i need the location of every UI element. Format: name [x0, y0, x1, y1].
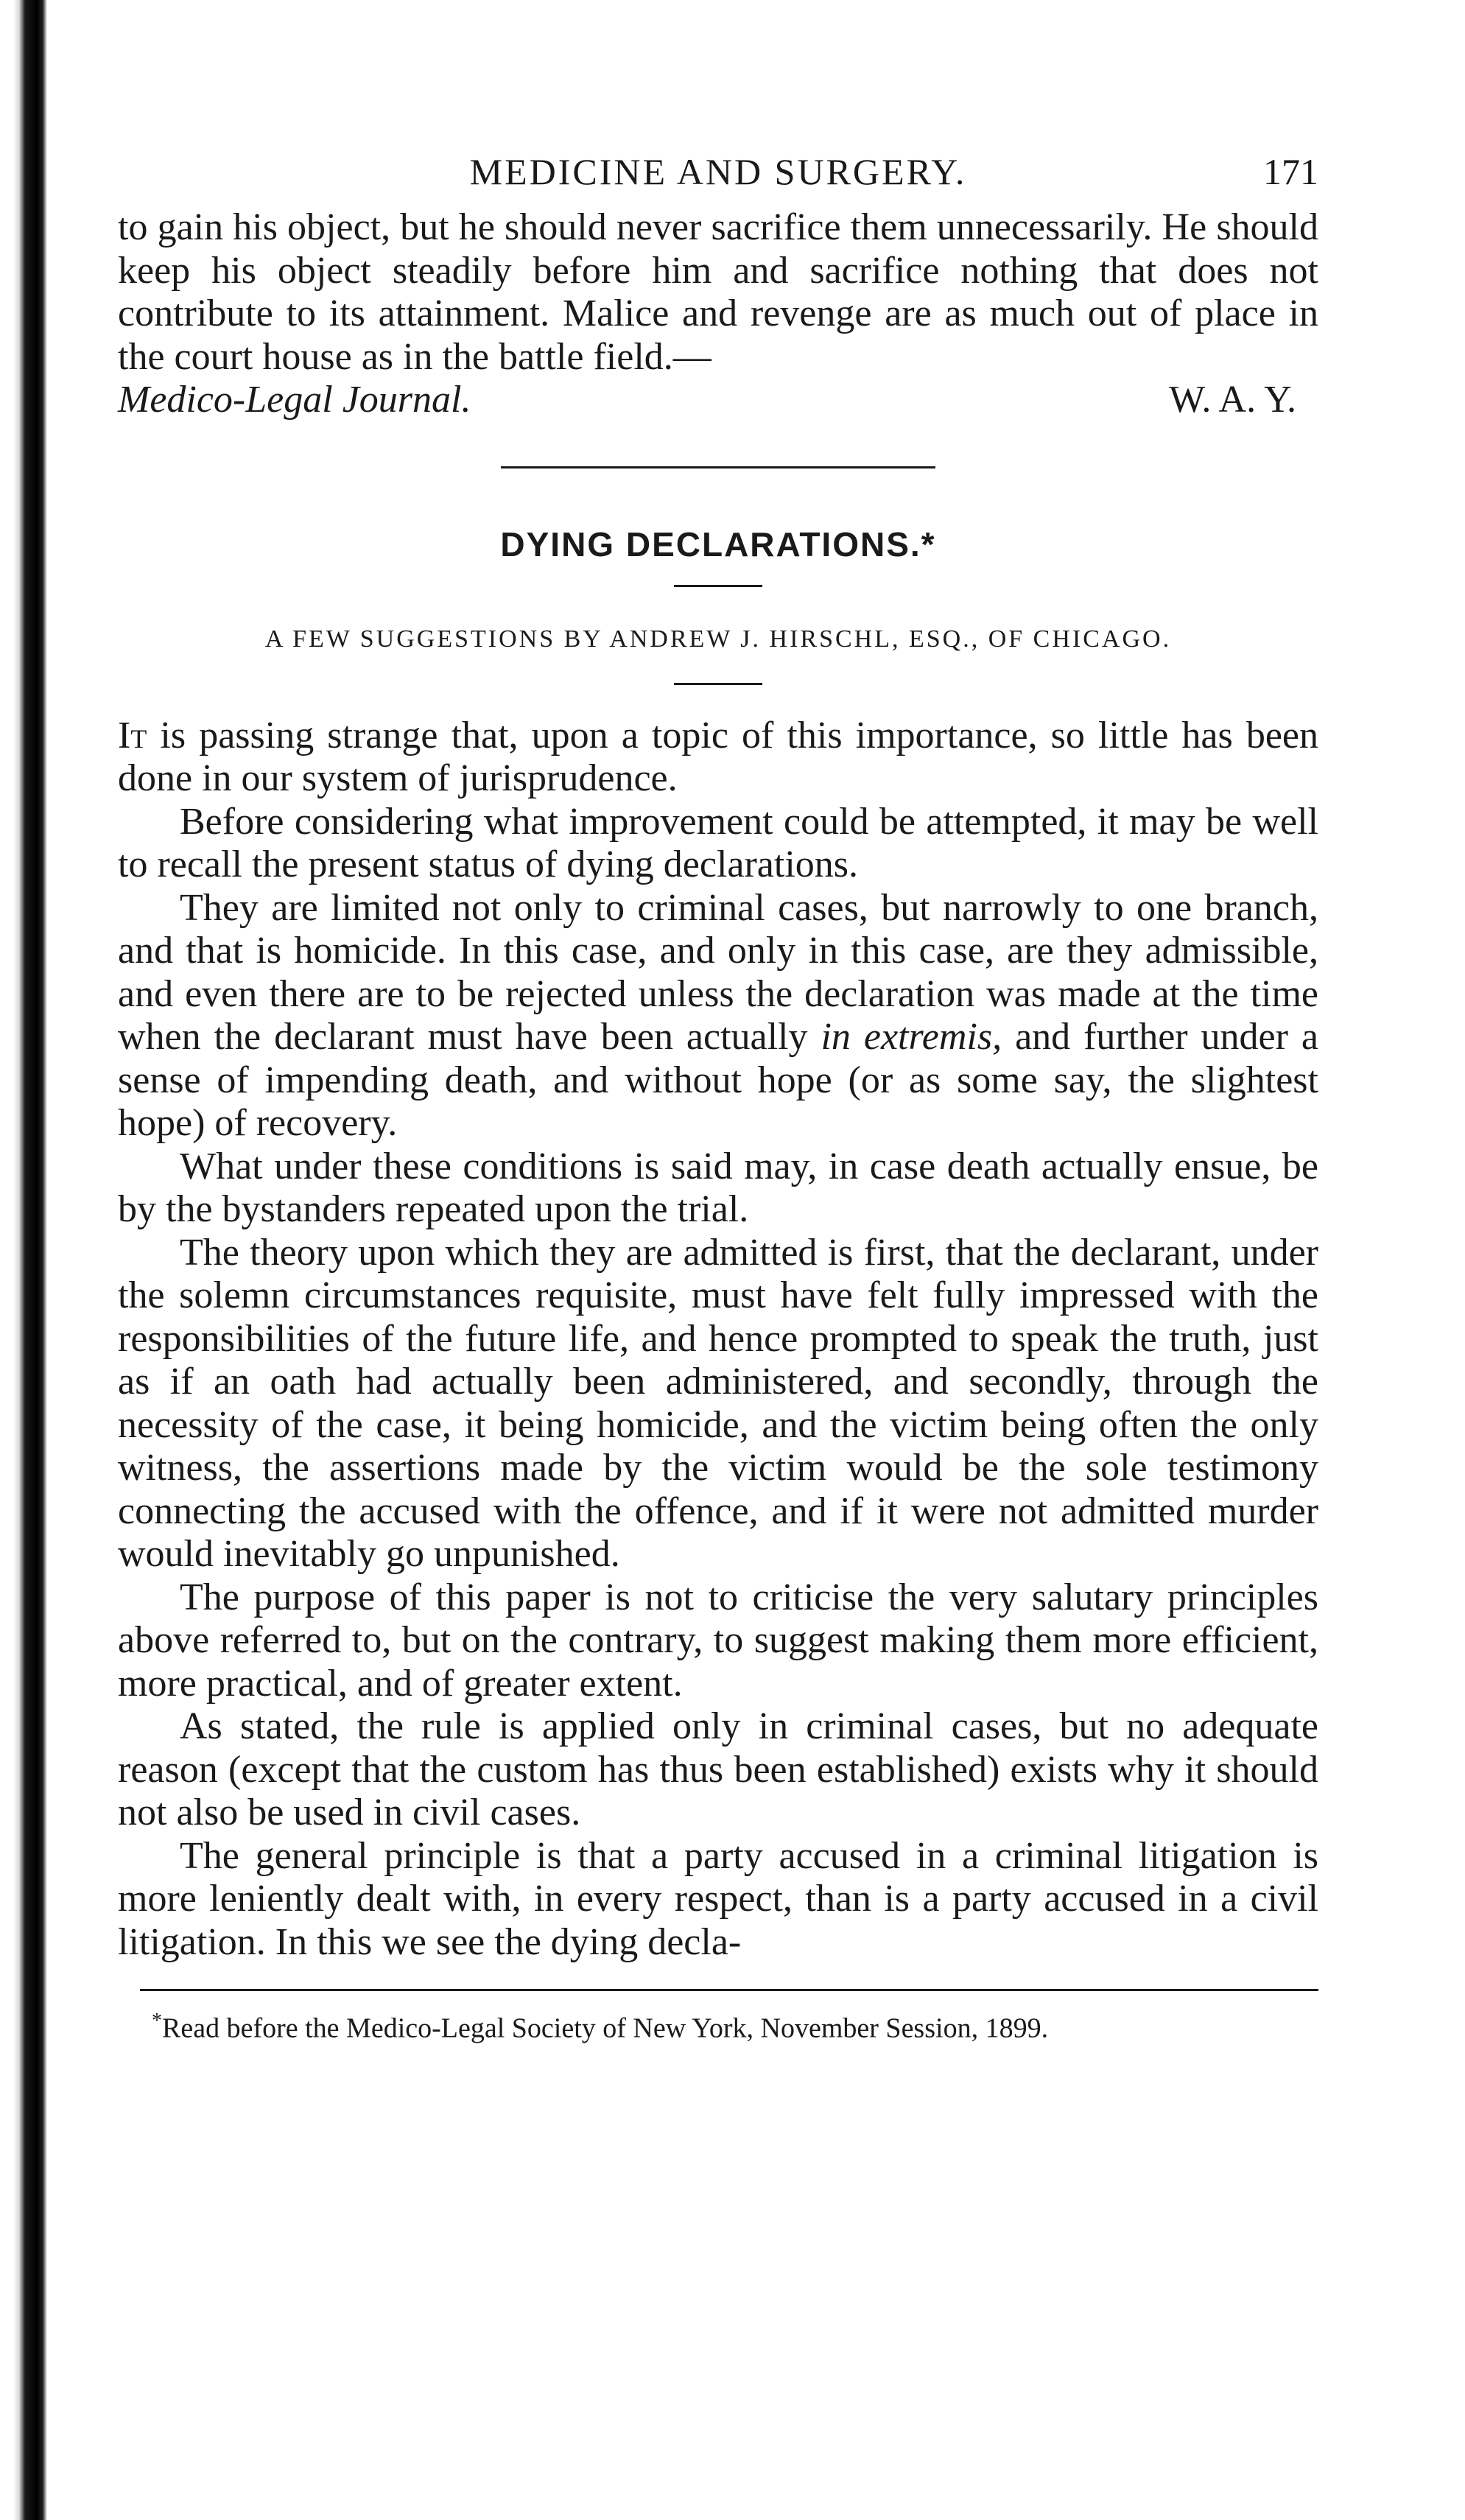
subtitle-divider	[674, 683, 762, 685]
paragraph-8: The general principle is that a party accused in a criminal litigation is more leniently dealt with, in every respect, than is a party accused in a civil litigation. In this we see the dying decla-	[118, 1834, 1318, 1963]
signature-line	[118, 379, 1318, 422]
paragraph-3-tail: and further under a sense of impending death, and without hope (or as some say, the slightest hope) of recovery.	[118, 1016, 1318, 1144]
paragraph-1-text: is passing strange that, upon a topic of this importance, so little has been done in our system of jurisprudence.	[118, 714, 1318, 799]
footnote-rule	[140, 1989, 1318, 1991]
section-divider	[501, 466, 935, 468]
paragraph-2: Before considering what improvement could be attempted, it may be well to recall the present status of dying declarations.	[118, 800, 1318, 885]
page-number: 171	[1263, 151, 1318, 192]
running-title: MEDICINE AND SURGERY.	[469, 151, 967, 192]
paragraph-1	[118, 715, 1318, 801]
author-initials: W. A. Y.	[1169, 379, 1296, 421]
drop-word: It	[118, 714, 147, 757]
paragraph-3	[118, 887, 1318, 1145]
paragraph-3-text: They are limited not only to criminal cases, but narrowly to one branch, and that is homicide. In this case, and only in this case, are they admissible, and even there are to be rejected unless the declaration was made at the time when the declarant must have been actually	[118, 886, 1318, 1058]
book-spine-shadow	[0, 0, 47, 2520]
footnote	[118, 2003, 1318, 2047]
footnote-text: Read before the Medico-Legal Society of New York, November Session, 1899.	[162, 2012, 1049, 2044]
book-page	[118, 147, 1318, 2047]
article-subtitle: A FEW SUGGESTIONS BY ANDREW J. HIRSCHL, ESQ., OF CHICAGO.	[264, 625, 1172, 653]
paragraph-4: What under these conditions is said may, in case death actually ensue, be by the bystanders repeated upon the trial.	[118, 1145, 1318, 1230]
source-citation: Medico-Legal Journal.	[118, 379, 471, 421]
paragraph-5: The theory upon which they are admitted is first, that the declarant, under the solemn circumstances requisite, must have felt fully impressed with the responsibilities of the future life, and hence prompted to speak the truth, just as if an oath had actually been administered, and secondly, through the necessity of the case, it being homicide, and the victim being often the only witness, the assertions made by the victim would be the sole testimony connecting the accused with the offence, and if it were not admitted murder would inevitably go unpunished.	[118, 1231, 1318, 1575]
running-head	[118, 147, 1318, 206]
paragraph-7: As stated, the rule is applied only in criminal cases, but no adequate reason (except that the custom has thus been established) exists why it should not also be used in civil cases.	[118, 1705, 1318, 1833]
latin-phrase: in extremis,	[821, 1016, 1002, 1058]
paragraph-6: The purpose of this paper is not to criticise the very salutary principles above referred to, but on the contrary, to suggest making them more efficient, more practical, and of greater extent.	[118, 1576, 1318, 1705]
title-divider	[674, 585, 762, 587]
article-title: DYING DECLARATIONS.*	[500, 524, 936, 564]
footnote-marker: *	[152, 2010, 162, 2032]
continued-paragraph: to gain his object, but he should never sacrifice them unnecessarily. He should keep his object steadily before him and sacrifice nothing that does not contribute to its attainment. Malice and revenge are as much out of place in the court house as in the battle field.—	[118, 206, 1318, 378]
